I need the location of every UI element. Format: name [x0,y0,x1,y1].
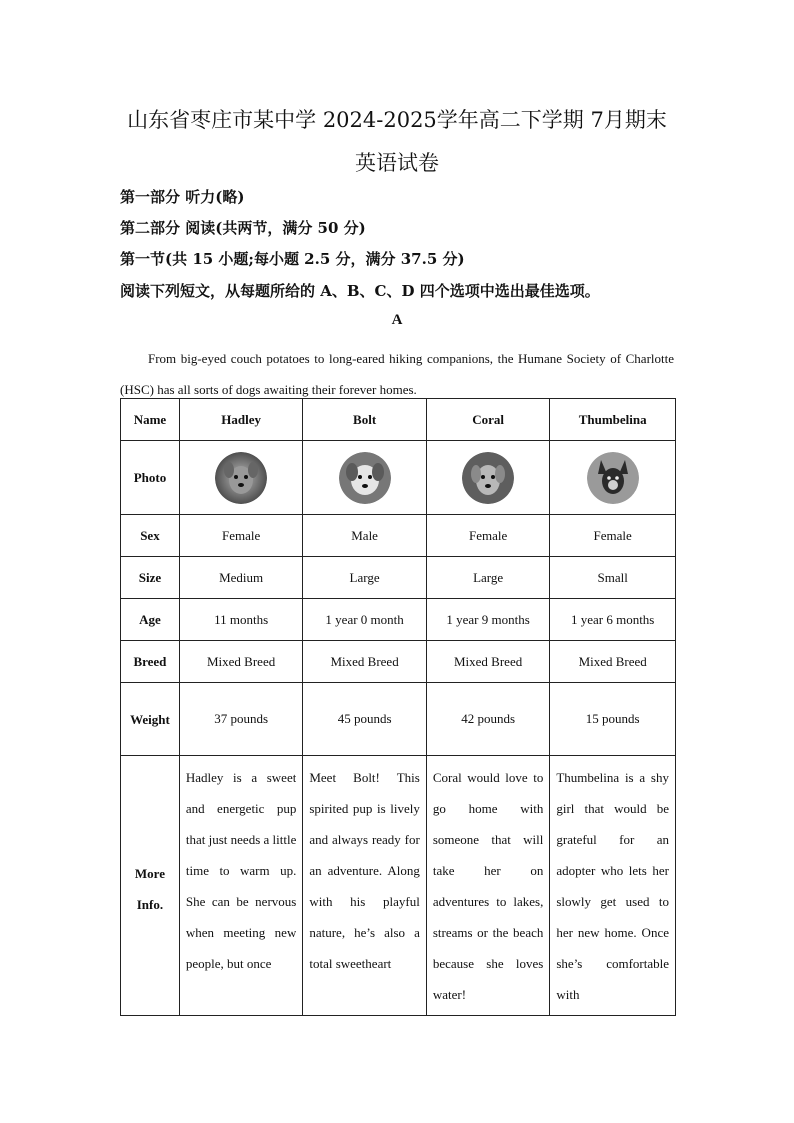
dog-name: Coral [426,399,550,441]
table-row-breed [121,641,676,683]
table-cell: 1 year 6 months [550,599,676,641]
dog-photo-thumbelina-icon [587,452,639,504]
part1-heading: 第一部分 听力(略) [120,188,245,206]
table-cell: Mixed Breed [303,641,427,683]
table-row-info [121,756,676,1016]
row-label-photo: Photo [121,441,180,515]
passage-letter: A [391,312,403,328]
row-label-info: More Info. [121,756,180,1016]
table-cell: 42 pounds [426,683,550,756]
info-cell [426,756,550,1016]
row-label-age: Age [121,599,180,641]
row-label-weight: Weight [121,683,180,756]
table-row-size [121,557,676,599]
table-row-photo [121,441,676,515]
section1-heading: 第一节(共 15 小题;每小题 2.5 分，满分 37.5 分) [120,250,465,268]
row-label-breed: Breed [121,641,180,683]
table-cell: Small [550,557,676,599]
dog-name: Bolt [303,399,427,441]
table-cell: Mixed Breed [550,641,676,683]
table-cell: Large [426,557,550,599]
info-cell [179,756,302,1016]
table-cell: Mixed Breed [426,641,550,683]
row-label-name: Name [121,399,180,441]
photo-cell [550,441,676,515]
table-cell: 37 pounds [179,683,302,756]
info-text: Meet Bolt! This spirited pup is lively and always ready for an adventure. Along with his playful nature, he’s also a total sweetheart [309,770,420,971]
info-cell [550,756,676,1016]
table-cell: 45 pounds [303,683,427,756]
dog-photo-bolt-icon [339,452,391,504]
photo-cell [426,441,550,515]
part2-heading: 第二部分 阅读(共两节，满分 50 分) [120,219,366,237]
row-label-sex: Sex [121,515,180,557]
info-text: Coral would love to go home with someone that will take her on adventures to lakes, streams or the beach because she loves water! [432,770,544,1002]
table-cell: Male [303,515,427,557]
photo-cell [303,441,427,515]
dog-photo-coral-icon [462,452,514,504]
table-cell: Female [179,515,302,557]
table-cell: Female [550,515,676,557]
dog-photo-hadley-icon [215,452,267,504]
instruction: 阅读下列短文，从每题所给的 A、B、C、D 四个选项中选出最佳选项。 [120,282,600,300]
table-row-name [121,399,676,441]
table-cell: Mixed Breed [179,641,302,683]
row-label-size: Size [121,557,180,599]
table-cell: Large [303,557,427,599]
info-cell [303,756,427,1016]
dog-adoption-table [120,398,676,1016]
table-cell: 1 year 0 month [303,599,427,641]
table-cell: 1 year 9 months [426,599,550,641]
table-row-weight [121,683,676,756]
table-cell: 15 pounds [550,683,676,756]
exam-title-line2: 英语试卷 [355,151,439,175]
table-cell: Medium [179,557,302,599]
table-cell: Female [426,515,550,557]
exam-title-line1: 山东省枣庄市某中学 2024-2025学年高二下学期 7月期末 [127,108,667,132]
photo-cell [179,441,302,515]
info-text: Thumbelina is a shy girl that would be grateful for an adopter who lets her slowly get used to her new home. Once she’s comfortable with [556,770,669,1002]
table-row-sex [121,515,676,557]
table-cell: 11 months [179,599,302,641]
passage-intro: From big-eyed couch potatoes to long-eared hiking companions, the Humane Society of Charlotte (HSC) has all sorts of dogs awaiting their forever homes. [120,351,674,397]
dog-name: Thumbelina [550,399,676,441]
table-row-age [121,599,676,641]
info-text: Hadley is a sweet and energetic pup that just needs a little time to warm up. She can be nervous when meeting new people, but once [185,770,297,971]
dog-name: Hadley [179,399,302,441]
